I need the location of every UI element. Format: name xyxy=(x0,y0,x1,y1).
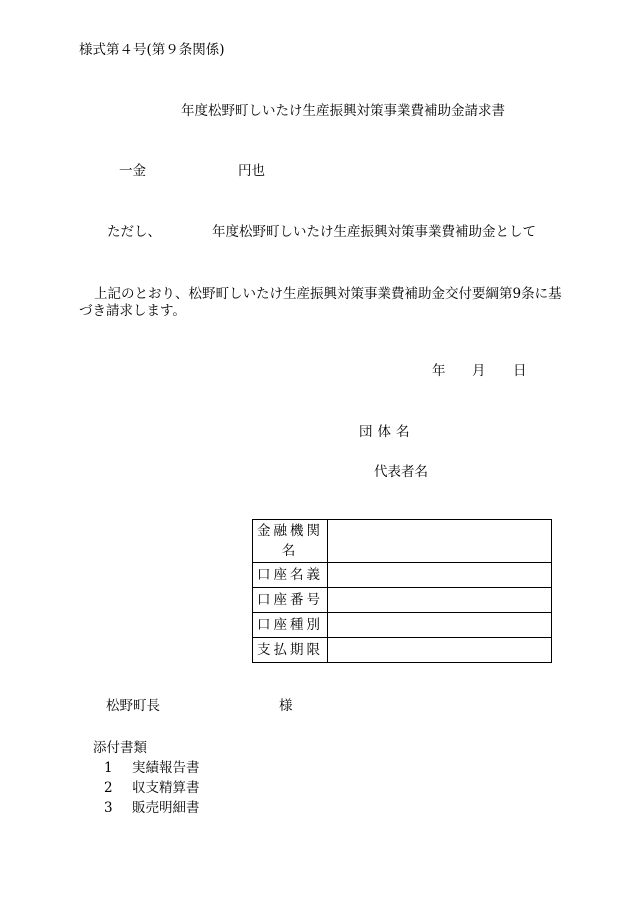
account-name-field[interactable] xyxy=(328,563,552,588)
attachment-number: 2 xyxy=(104,780,113,796)
addressee-honorific: 様 xyxy=(279,698,293,714)
table-row xyxy=(253,613,552,638)
account-number-field[interactable] xyxy=(328,588,552,613)
attachment-label: 販売明細書 xyxy=(132,800,200,816)
attachment-number: 1 xyxy=(104,760,113,776)
account-name-label: 口座名義 xyxy=(253,563,328,588)
proviso-purpose: 年度松野町しいたけ生産振興対策事業費補助金として xyxy=(212,224,536,240)
attachment-number: 3 xyxy=(104,800,113,816)
attachment-label: 実績報告書 xyxy=(132,760,200,776)
request-body-line-1: 上記のとおり、松野町しいたけ生産振興対策事業費補助金交付要綱第9条に基 xyxy=(94,286,562,302)
financial-institution-label: 金融機関名 xyxy=(253,520,328,563)
list-item xyxy=(104,799,200,817)
date-month-label: 月 xyxy=(472,363,486,379)
attachment-label: 収支精算書 xyxy=(132,780,200,796)
table-row xyxy=(253,588,552,613)
amount-suffix: 円也 xyxy=(238,163,265,179)
table-row xyxy=(253,520,552,563)
payment-deadline-label: 支払期限 xyxy=(253,638,328,663)
amount-prefix: 一金 xyxy=(119,163,146,179)
attachments-heading: 添付書類 xyxy=(93,740,147,756)
account-type-field[interactable] xyxy=(328,613,552,638)
account-number-label: 口座番号 xyxy=(253,588,328,613)
group-name-label: 団体名 xyxy=(359,424,415,440)
list-item xyxy=(104,779,200,797)
addressee-mayor: 松野町長 xyxy=(106,698,160,714)
proviso-label: ただし、 xyxy=(107,224,161,240)
document-title: 年度松野町しいたけ生産振興対策事業費補助金請求書 xyxy=(181,103,505,119)
list-item xyxy=(104,759,200,777)
payment-deadline-field[interactable] xyxy=(328,638,552,663)
table-row xyxy=(253,563,552,588)
account-type-label: 口座種別 xyxy=(253,613,328,638)
request-body-line-2: づき請求します。 xyxy=(79,303,186,319)
financial-institution-field[interactable] xyxy=(328,520,552,563)
table-row xyxy=(253,638,552,663)
representative-name-label: 代表者名 xyxy=(374,464,428,480)
bank-account-table xyxy=(252,519,552,663)
form-number-label: 様式第４号(第９条関係) xyxy=(79,42,225,58)
date-day-label: 日 xyxy=(513,363,527,379)
date-year-label: 年 xyxy=(432,363,446,379)
